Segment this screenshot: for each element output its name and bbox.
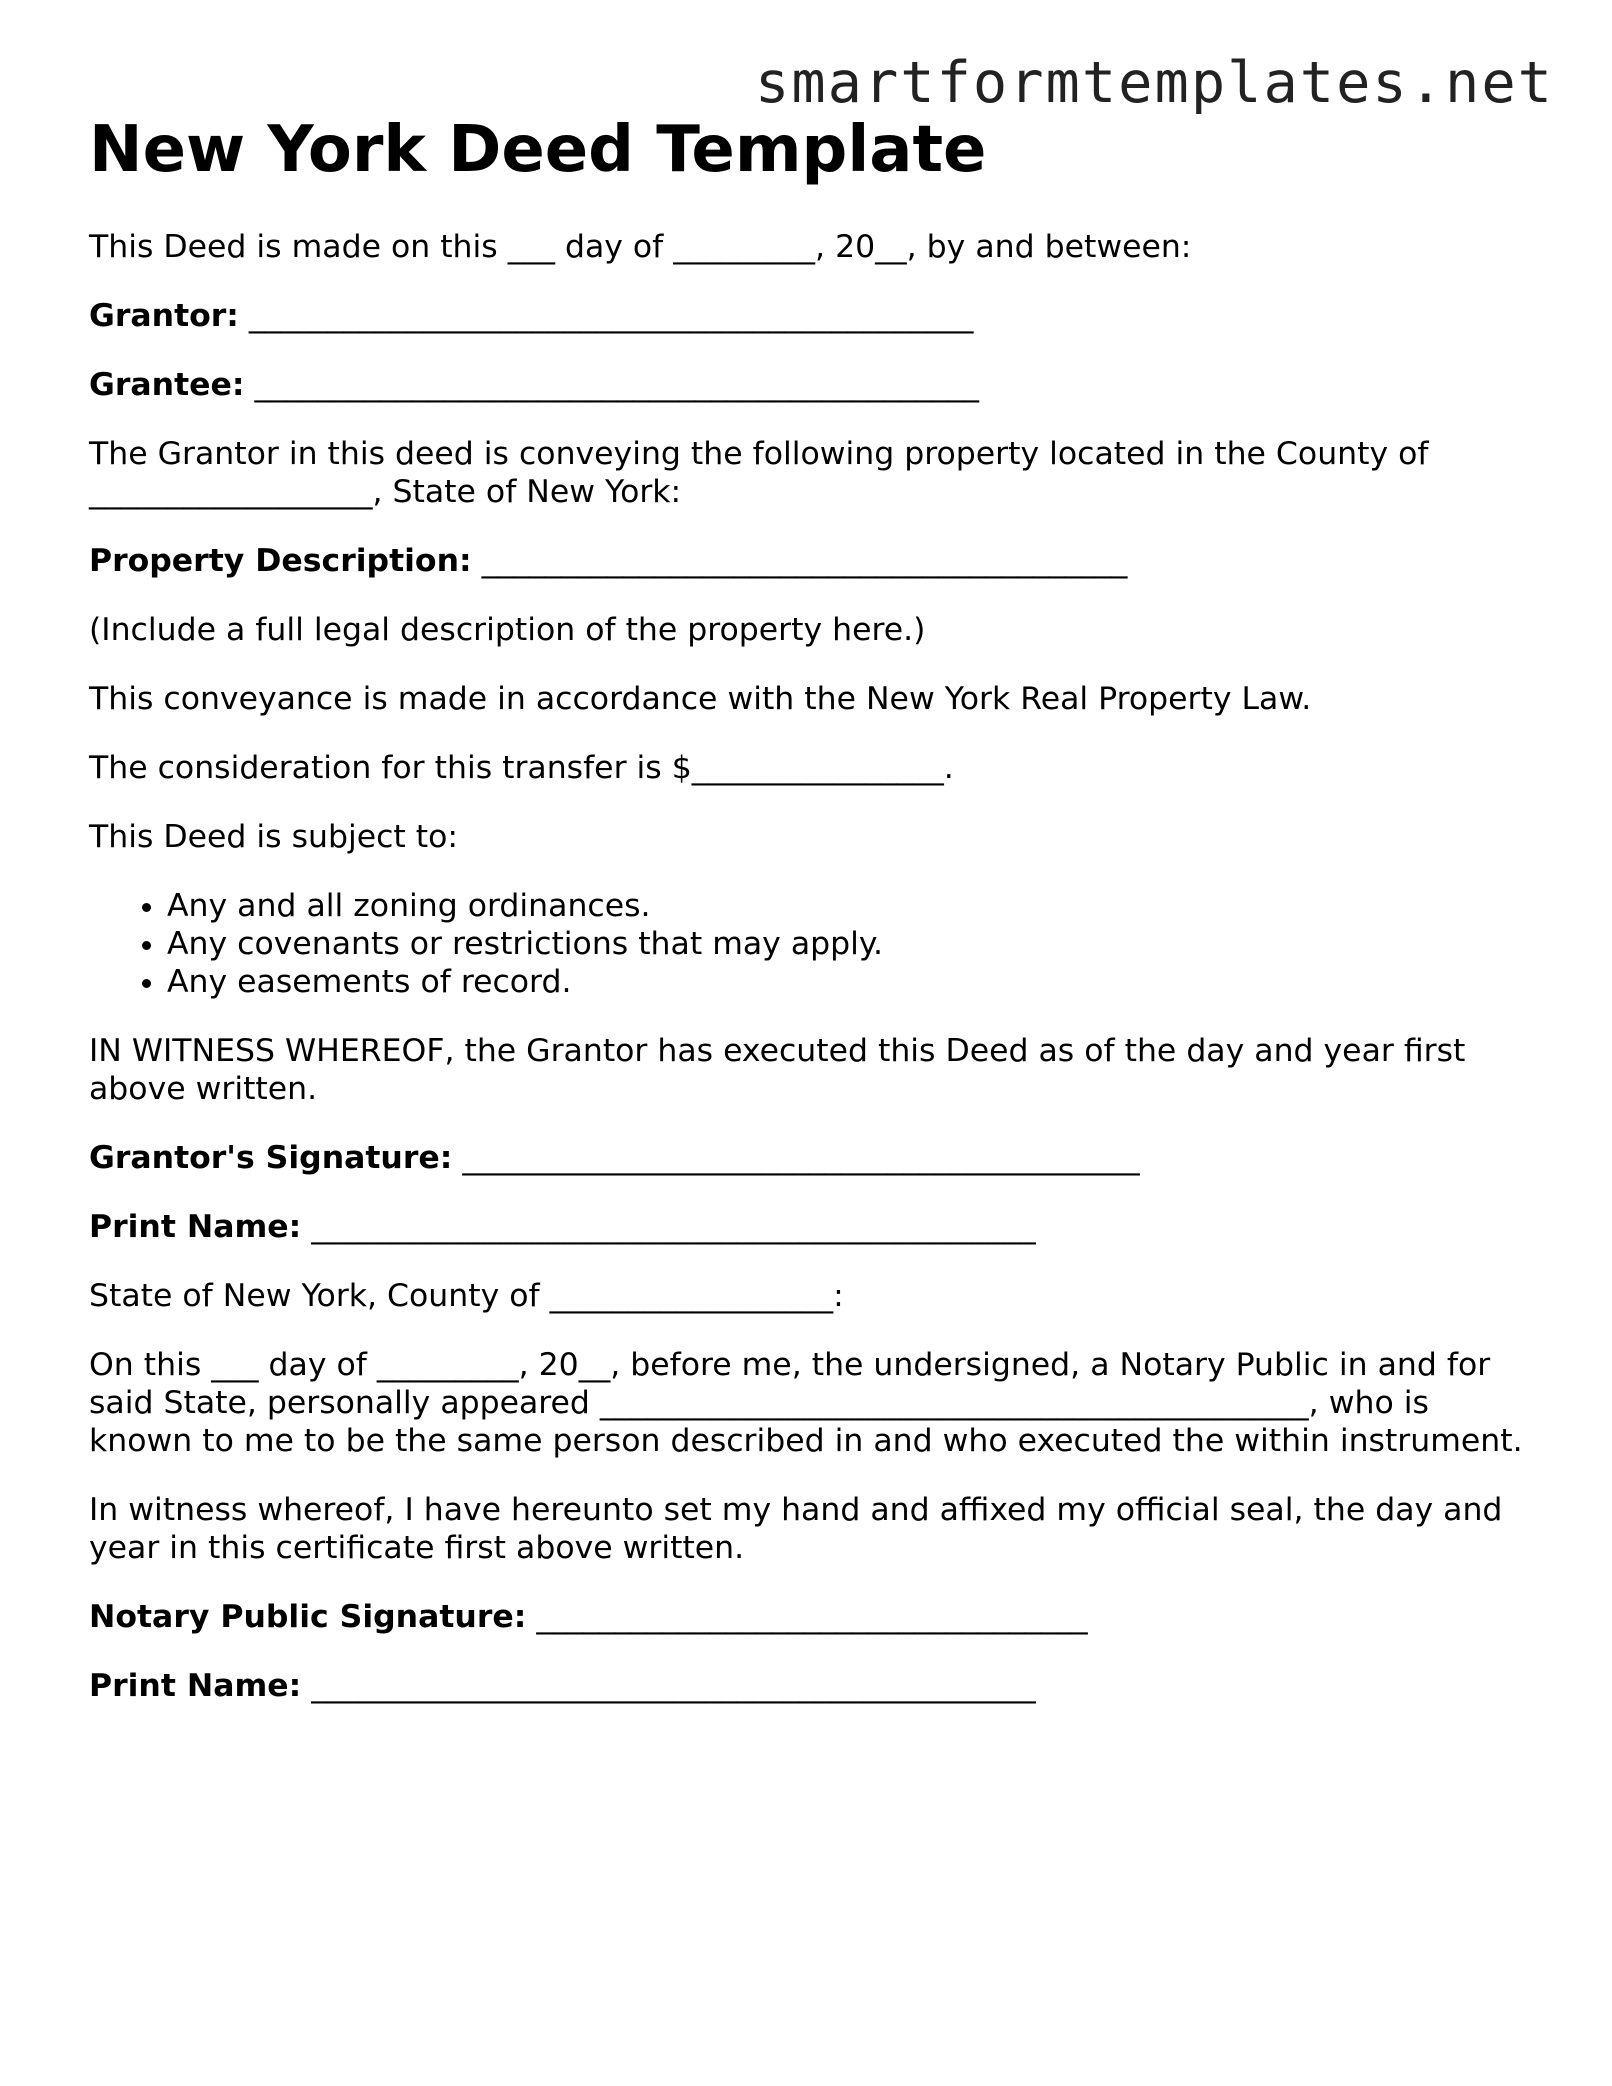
grantor-print-name-blank: ______________________________________________ [301,1209,1036,1245]
grantor-signature-blank: ___________________________________________ [452,1140,1140,1176]
grantor-print-name-label: Print Name: [89,1209,302,1245]
list-item: • Any and all zoning ordinances. [167,887,1529,925]
property-description-label: Property Description: [89,543,472,579]
notary-print-name-blank: ______________________________________________ [301,1668,1036,1704]
grantee-line [89,366,1529,404]
list-item: • Any easements of record. [167,963,1529,1001]
law-statement: This conveyance is made in accordance with the New York Real Property Law. [89,681,1312,717]
grantor-print-name-line [89,1208,1529,1246]
notary-signature-blank: ___________________________________ [526,1599,1088,1635]
notary-witness: In witness whereof, I have hereunto set my hand and affixed my official seal, the day and year in this certificate first above written. [89,1492,1513,1566]
intro-paragraph: This Deed is made on this ___ day of _________, 20__, by and between: [89,229,1192,265]
conveyance-location-paragraph: The Grantor in this deed is conveying the following property located in the County of __________________, State of New York: [89,436,1439,510]
subject-to-list [89,887,1529,1001]
notary-print-name-label: Print Name: [89,1668,302,1704]
document-body [89,112,1529,1736]
property-note: (Include a full legal description of the property here.) [89,612,926,648]
notary-statement: On this ___ day of _________, 20__, before me, the undersigned, a Notary Public in and for said State, personally appeared _____________________________________________, who is known to me to be the same person described in and who executed the within instrument. [89,1347,1523,1459]
notary-print-name-line [89,1667,1529,1705]
grantor-line [89,297,1529,335]
grantor-signature-line [89,1139,1529,1177]
grantee-label: Grantee: [89,367,245,403]
page-title: New York Deed Template [89,113,987,187]
notary-county-line: State of New York, County of __________________: [89,1278,844,1314]
grantor-label: Grantor: [89,298,239,334]
grantor-signature-label: Grantor's Signature: [89,1140,453,1176]
witness-statement: IN WITNESS WHEREOF, the Grantor has executed this Deed as of the day and year first above written. [89,1033,1476,1107]
subject-to-heading: This Deed is subject to: [89,819,459,855]
property-description-blank: _________________________________________ [471,543,1128,579]
consideration-line: The consideration for this transfer is $________________. [89,750,954,786]
notary-signature-line [89,1598,1529,1636]
grantor-blank: ______________________________________________ [238,298,974,334]
watermark: smartformtemplates.net [755,50,1554,116]
grantee-blank: ______________________________________________ [244,367,979,403]
property-description-line [89,542,1529,580]
list-item: • Any covenants or restrictions that may apply. [167,925,1529,963]
notary-signature-label: Notary Public Signature: [89,1599,527,1635]
